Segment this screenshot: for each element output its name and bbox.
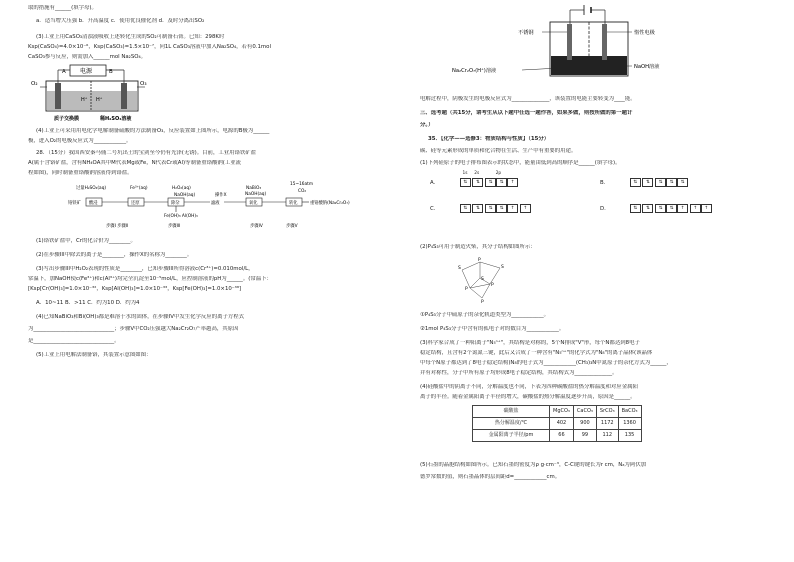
step-box-label: 除杂 (171, 201, 180, 206)
reagent-label: H₂O₂(aq) (172, 186, 191, 191)
table-cell: 402 (550, 418, 574, 430)
atom-label: P (491, 283, 494, 288)
step-box-label: 氧化 (249, 201, 258, 206)
text-line: (4)工业上可采用用电化学电解制备硫酸的方法制备O₃，反应装置如上图所示，电源的B极为______ (36, 128, 270, 134)
option-letter: A. (430, 180, 436, 186)
co2-label: CO₂ (298, 189, 307, 194)
electrode-left (55, 83, 61, 109)
h-ion-label: H⁺ (81, 97, 88, 103)
text-line: (4)已知NaBiO₃和Bi(OH)₃都是难溶于水的固体，在步骤IV中发生化学反应的离子方程式 (36, 314, 245, 320)
step-label: 步骤I 步骤II (106, 224, 129, 229)
option-letter: B. (600, 180, 606, 186)
option-letter: D. (600, 206, 606, 212)
atom-label: S (458, 266, 461, 271)
orbital-option-a: A. ⇅ ⇅ ⇅ ⇅ ↑ (430, 178, 518, 187)
text-line: 中每个N原子都达到了8电子稳定结构)N₈的电子式为____________(CH₃)₃N中氮原子的杂化方式为______， (420, 360, 672, 366)
orbital-label: 1s (462, 171, 468, 176)
membrane-label: 质子交换膜 (54, 116, 80, 122)
step-label: 步骤IV (250, 224, 263, 229)
table-cell: 99 (573, 430, 596, 442)
text-line: 程如图)，同时制备重铬酸钠溶液得到铬盐。 (28, 170, 133, 176)
table-cell: MgCO₃ (550, 406, 574, 418)
table-cell: 金属阳离子半径/pm (473, 430, 550, 442)
table-row (473, 430, 642, 442)
electrolysis-diagram (28, 63, 168, 123)
orbital-label: 2s (474, 171, 480, 176)
filtrate-label: 滤液 (211, 201, 220, 206)
table-header-row (473, 406, 642, 418)
text-line: (1)铬铁矿盐中，Cr的化合价为________。 (36, 238, 136, 244)
carbonate-table (472, 405, 642, 442)
text-line: a．适当增大压强 b．升高温度 c．使用优良催化剂 d．及时分离出SO₂ (36, 18, 205, 24)
text-line: (2)在步骤III中除去的离子是________，操作X的名称为________。 (36, 252, 193, 258)
atom-label: P (481, 300, 484, 305)
text-line: 为______________________________；步骤V中CO₂压强越大Na₂Cr₂O₇产率越高，其原因 (28, 326, 239, 332)
steel-electrode (567, 24, 572, 60)
product-label: 重铬酸钠(Na₂Cr₂O₇) (310, 201, 350, 206)
orbital-label: 2p (495, 171, 502, 176)
text-line: 德罗常数的值，则石墨晶体的层间距d=____________cm。 (420, 474, 561, 480)
orbital-label-row (460, 170, 513, 177)
pole-b-label: B (109, 69, 113, 75)
text-line: (3)工业上用CaSO₃清浊液吸收上述转化生成的SO₂可制备石膏。已知：298K时 (36, 34, 225, 40)
orbital-options (430, 170, 770, 240)
power-label: 电源 (80, 68, 93, 75)
text-line: ①P₄S₃分子中硫原子的杂化轨道类型为____________。 (420, 312, 550, 318)
question-28-title: 28．（15分）我国西安秦马俑二号坑出土的宝剑至今仍有光泽(无锈)。目前，工业用铬铁矿盐 (36, 150, 257, 156)
table-row (473, 418, 642, 430)
right-column (420, 0, 790, 562)
answer-options: A．10~11 B．>11 C．约为10 D．约为4 (36, 300, 140, 306)
pole-a-label: A (62, 69, 66, 75)
table-cell: 1360 (618, 418, 641, 430)
text-line: 电解过程中，阴极发生的电极反应式为______________，该装置的电能主要转变为____能。 (420, 96, 636, 102)
step-label: 步骤III (168, 224, 181, 229)
o2-label: O₂ (31, 81, 38, 87)
orbital-option-d: D. ⇅ ⇅ ⇅ ⇅ ↑ ↑ ↑ (600, 204, 712, 213)
acid-label: 稀H₂SO₄溶液 (100, 116, 132, 122)
left-column (28, 0, 398, 562)
text-line: 常温下，加NaOH使c(Fe³⁺)和c(Al³⁺)均完全沉淀至10⁻⁵mol/L，应控制溶液的pH为______。(常温下： (28, 276, 272, 282)
text-line: (1)下列硅原子的电子排布图表示的状态中，能量由低到高的顺序是______(填字母)。 (420, 160, 621, 166)
table-cell: 1172 (596, 418, 618, 430)
table-cell: 135 (618, 430, 641, 442)
process-flowchart (68, 180, 368, 230)
text-line: (3)写出步骤III中H₂O₂表现的性质是________，已知步骤III所得溶液c(Cr³⁺)=0.010mol/L， (36, 266, 254, 272)
text-line: 离子的半径。随着金属阳离子半径的增大，碳酸盐的热分解温度逐步升高，原因是______。 (420, 394, 636, 400)
table-cell: BaCO₃ (618, 406, 641, 418)
text-line: 取的措施有______(填字母)。 (28, 5, 97, 11)
text-line: [Ksp[Cr(OH)₃]=1.0×10⁻³²，Ksp[Al(OH)₃]=1.0×10⁻³³，Ksp[Fe(OH)₃]=1.0×10⁻³⁸] (28, 286, 242, 292)
table-cell: 热分解温度/℃ (473, 418, 550, 430)
operation-label: 操作X (215, 193, 227, 198)
atom-label: S (501, 265, 504, 270)
text-line: 是______________________________。 (28, 338, 120, 344)
text-line: 并有对称性，分子中所有原子均形成8电子稳定结构，其结构式为______________。 (420, 370, 618, 376)
orbital-option-c: C. ⇅ ⇅ ⇅ ⇅ ↑ ↑ (430, 204, 531, 213)
text-line: (4)硅酸盐中的阴离子不同，分解温度也不同，下表为四种碳酸盐的热分解温度和对应金属阳 (420, 384, 638, 390)
atom-label: P (478, 258, 481, 263)
orbital-option-b: B. ⇅ ⇅ ⇅ ⇅ ⇅ (600, 178, 688, 187)
text-line: (2)P₄S₃可用于制造火柴，其分子结构如图所示： (420, 244, 536, 250)
text-line: (5)工业上用电解法制备铬，其装置示意图如图： (36, 352, 152, 358)
table-cell: 112 (596, 430, 618, 442)
dichromate-solution-label: Na₂Cr₂O₇(H⁺)溶液 (452, 68, 497, 74)
step-label: 步骤V (286, 224, 298, 229)
reagent-label: NaBiO₃ (246, 186, 262, 191)
inert-label: 惰性电极 (634, 30, 655, 36)
question-35-title: 35．【化学——选修3：物质结构与性质】（15分） (428, 136, 550, 142)
p4s3-molecule (450, 256, 520, 306)
chromium-electrolysis-cell (450, 4, 710, 89)
o3-label: O₃ (140, 81, 147, 87)
ore-label: 铬铁矿 (68, 201, 81, 206)
text-line: 稳定结构，且含有2个氮氮三键，此后又合成了一种含有"N₅ⁿ⁺"的化学式为"N₈"的离子晶体(该晶体 (420, 350, 653, 356)
reagent-label: 过量H₂SO₄(aq) (76, 186, 107, 191)
text-line: 碳、硅等元素形成的单质和化合物在生活、生产中有重要的用途。 (420, 148, 577, 154)
naoh-solution-label: NaOH溶液 (634, 64, 660, 70)
text-line: (5)石墨的晶胞结构如图所示。已知石墨的密度为ρ g·cm⁻³，C-C键的键长为r cm，Nₐ为阿伏加 (420, 462, 646, 468)
text-line: 极，进入O₂的电极反应式为____________。 (28, 138, 132, 144)
section-heading: 三、选考题（共15分，请考生从以下题中任选一题作答，如果多做，则按所做的第一题计 (420, 110, 633, 116)
atom-label: P (465, 287, 468, 292)
option-letter: C. (430, 206, 436, 212)
table-cell: 900 (573, 418, 596, 430)
table-cell: CaCO₃ (573, 406, 596, 418)
text-line: A(属于含铬矿盐，含有NH₄OA其中M代表Mg或Fe，N代表Cr或Al)等制备重铬酸钠(工业流 (28, 160, 242, 166)
reagent-label: Fe³⁺(aq) (130, 186, 148, 191)
reagent-label: NaOH(aq) (174, 193, 196, 198)
reagent-label: NaOH(aq) (245, 192, 267, 197)
text-line: (3)科学家合成了一种阳离子"N₅ⁿ⁺"，其结构是对称的，5个N排成"V"形，每个N都达到8电子 (420, 340, 640, 346)
text-line: CaSO₃参与反应，则需加入______mol Na₂SO₄。 (28, 54, 147, 60)
inert-electrode (602, 24, 607, 60)
section-heading: 分。） (420, 122, 434, 128)
text-line: ②1mol P₄S₃分子中含有的孤电子对的数目为____________。 (420, 326, 565, 332)
step-box-label: 转化 (289, 201, 298, 206)
atom-label: S (481, 277, 484, 282)
steel-label: 不锈钢 (518, 30, 534, 36)
electrode-right (121, 83, 127, 109)
pressure-label: 15~16atm (290, 182, 314, 187)
h-ion-label-2: H⁺ (96, 97, 103, 103)
text-line: Ksp(CaSO₄)=4.0×10⁻⁶，Ksp(CaSO₃)=1.5×10⁻⁷，向1L CaSO₃溶液中加入Na₂SO₄，若有0.1mol (28, 44, 271, 50)
table-cell: 66 (550, 430, 574, 442)
precipitate-label: Fe(OH)₃ Al(OH)₃ (164, 214, 198, 219)
table-cell: 碳酸盐 (473, 406, 550, 418)
carbonate-table-wrap (472, 405, 642, 442)
step-box-label: 还原 (131, 201, 140, 206)
step-box-label: 酸浸 (89, 201, 98, 206)
table-cell: SrCO₃ (596, 406, 618, 418)
